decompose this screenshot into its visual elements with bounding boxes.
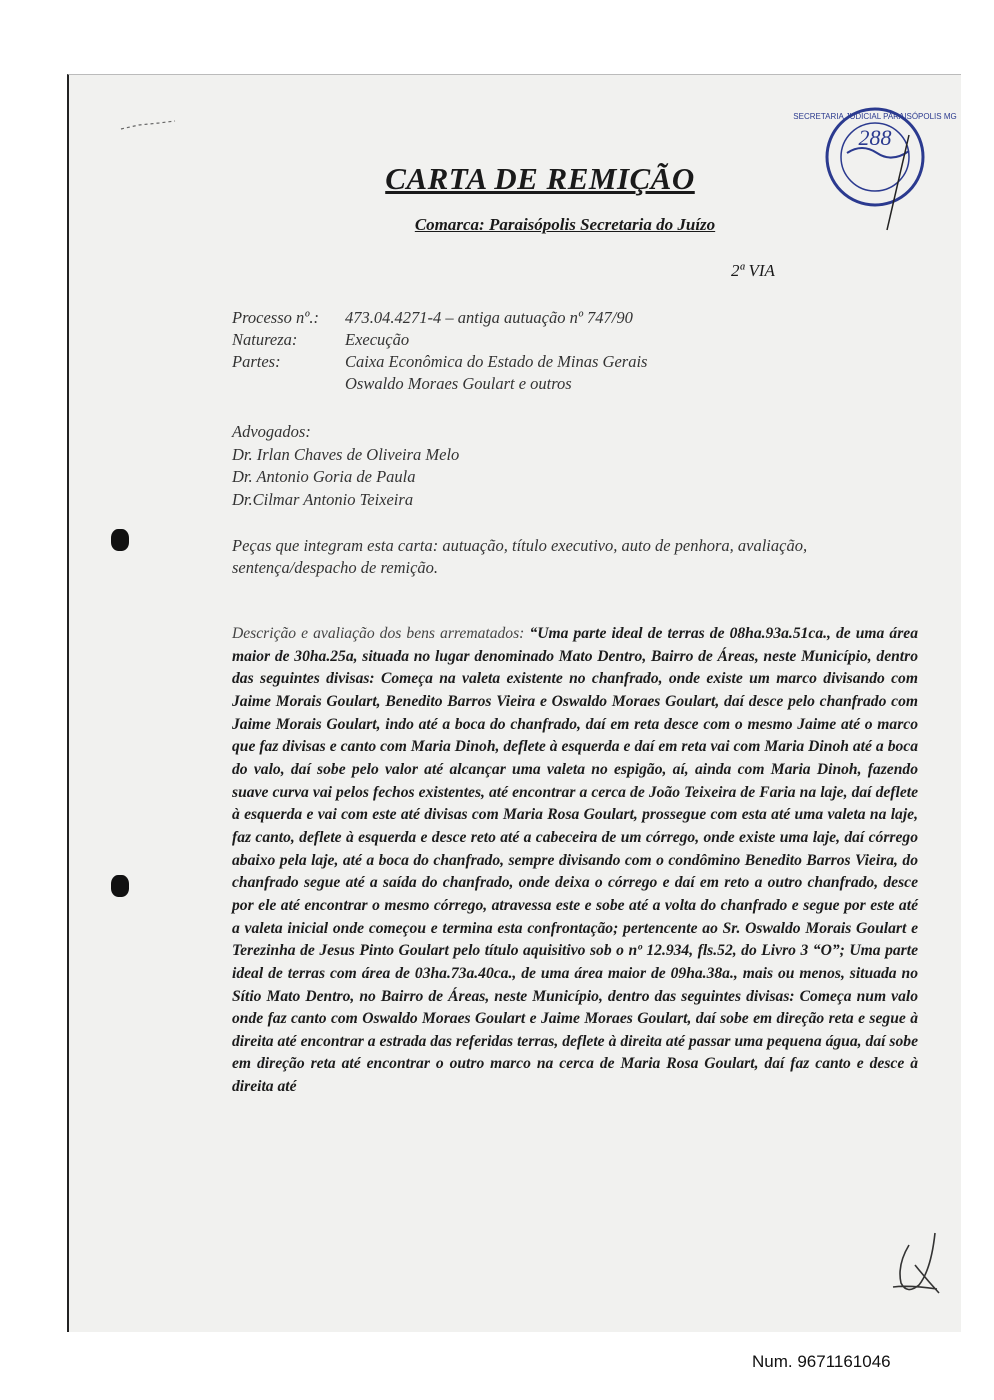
lawyers-label: Advogados: xyxy=(232,422,311,441)
field-value: Execução xyxy=(345,330,410,349)
field-label: Partes: xyxy=(232,352,281,371)
pieces-paragraph: Peças que integram esta carta: autuação, título executivo, auto de penhora, avaliação, sentença/despacho de remição. xyxy=(232,536,808,577)
punch-hole xyxy=(111,875,129,897)
stamp-text: SECRETARIA JUDICIAL PARAISÓPOLIS MG xyxy=(793,112,957,121)
via-label: 2ª VIA xyxy=(731,261,775,280)
punch-hole xyxy=(111,529,129,551)
process-field xyxy=(232,307,633,329)
parties-field xyxy=(232,351,647,373)
lawyers-block xyxy=(232,421,459,511)
comarca-heading: Comarca: Paraisópolis Secretaria do Juízo xyxy=(414,215,716,234)
document-title: CARTA DE REMIÇÃO xyxy=(385,161,695,196)
signature xyxy=(879,1225,949,1300)
nature-field xyxy=(232,329,409,351)
stamp-number: 288 xyxy=(858,125,892,150)
description-paragraph xyxy=(232,623,918,1099)
lawyer-name: Dr. Antonio Goria de Paula xyxy=(232,467,416,486)
description-label: Descrição e avaliação dos bens arrematados: xyxy=(232,625,525,642)
field-value: 473.04.4271-4 – antiga autuação nº 747/90 xyxy=(345,308,633,327)
field-label: Processo nº.: xyxy=(232,308,319,327)
document-number: Num. 9671161046 xyxy=(752,1352,891,1371)
lawyer-name: Dr.Cilmar Antonio Teixeira xyxy=(232,489,414,509)
parties-field-second xyxy=(232,373,572,395)
scan-mark xyxy=(119,115,179,135)
field-label: Natureza: xyxy=(232,330,298,349)
description-text: “Uma parte ideal de terras de 08ha.93a.51ca., de uma área maior de 30ha.25a, situada no lugar denominado Mato Dentro, Bairro de Áreas, neste Município, dentro das seguintes divisas: Começa na valeta existente no chanfrado, onde existe um marco divisando com Jaime Morais Goulart, Benedito Barros Vieira e Oswaldo Moraes Goulart, daí desce pelo chanfrado com Jaime Morais Goulart, indo até a boca do chanfrado, daí em reta desce com o mesmo Jaime até o marco que faz divisas e canto com Maria Dinoh, deflete à esquerda e daí em reta vai com Maria Dinoh até a boca do valo, daí sobe pelo valor até alcançar uma valeta no espigão, aí, ainda com Maria Dinoh, fazendo suave curva vai pelos fechos existentes, até encontrar a cerca de João Teixeira de Faria na laje, daí deflete à esquerda e vai com este até divisas com Maria Rosa Goulart, prossegue com esta até uma valeta na laje, faz canto, deflete à esquerda e desce reto até a cabeceira de um córrego, onde existe uma laje, daí córrego abaixo pela laje, até a boca do chanfrado, sempre divisando com o condômino Benedito Barros Vieira, do chanfrado segue até a saída do chanfrado, onde deixa o córrego e daí em reto a outro chanfrado, desce por ele até encontrar o mesmo córrego, atravessa este e sobe até a volta do chanfrado e segue por este até a valeta inicial onde começou e termina esta confrontação; pertencente ao Sr. Oswaldo Morais Goulart e Terezinha de Jesus Pinto Goulart pelo título aquisitivo sob o nº 12.934, fls.52, do Livro 3 “O”; Uma parte ideal de terras com área de 03ha.73a.40ca., de uma área maior de 09ha.38a., mais ou menos, situada no Sítio Mato Dentro, no Bairro de Áreas, neste Município, dentro das seguintes divisas: Começa num valo onde faz canto com Oswaldo Moraes Goulart e Jaime Moraes Goulart, daí sobe em direção reta e segue à direita até encontrar a estrada das referidas terras, deflete à direita até passar uma pequena água, daí sobe em direção reta até encontrar o outro marco na cerca de Maria Rosa Goulart, daí faz canto e desce à direita até xyxy=(232,625,918,1096)
scanned-page xyxy=(67,74,961,1332)
field-value: Caixa Econômica do Estado de Minas Gerais xyxy=(345,352,648,371)
lawyer-name: Dr. Irlan Chaves de Oliveira Melo xyxy=(232,444,460,464)
field-value: Oswaldo Moraes Goulart e outros xyxy=(345,374,572,393)
